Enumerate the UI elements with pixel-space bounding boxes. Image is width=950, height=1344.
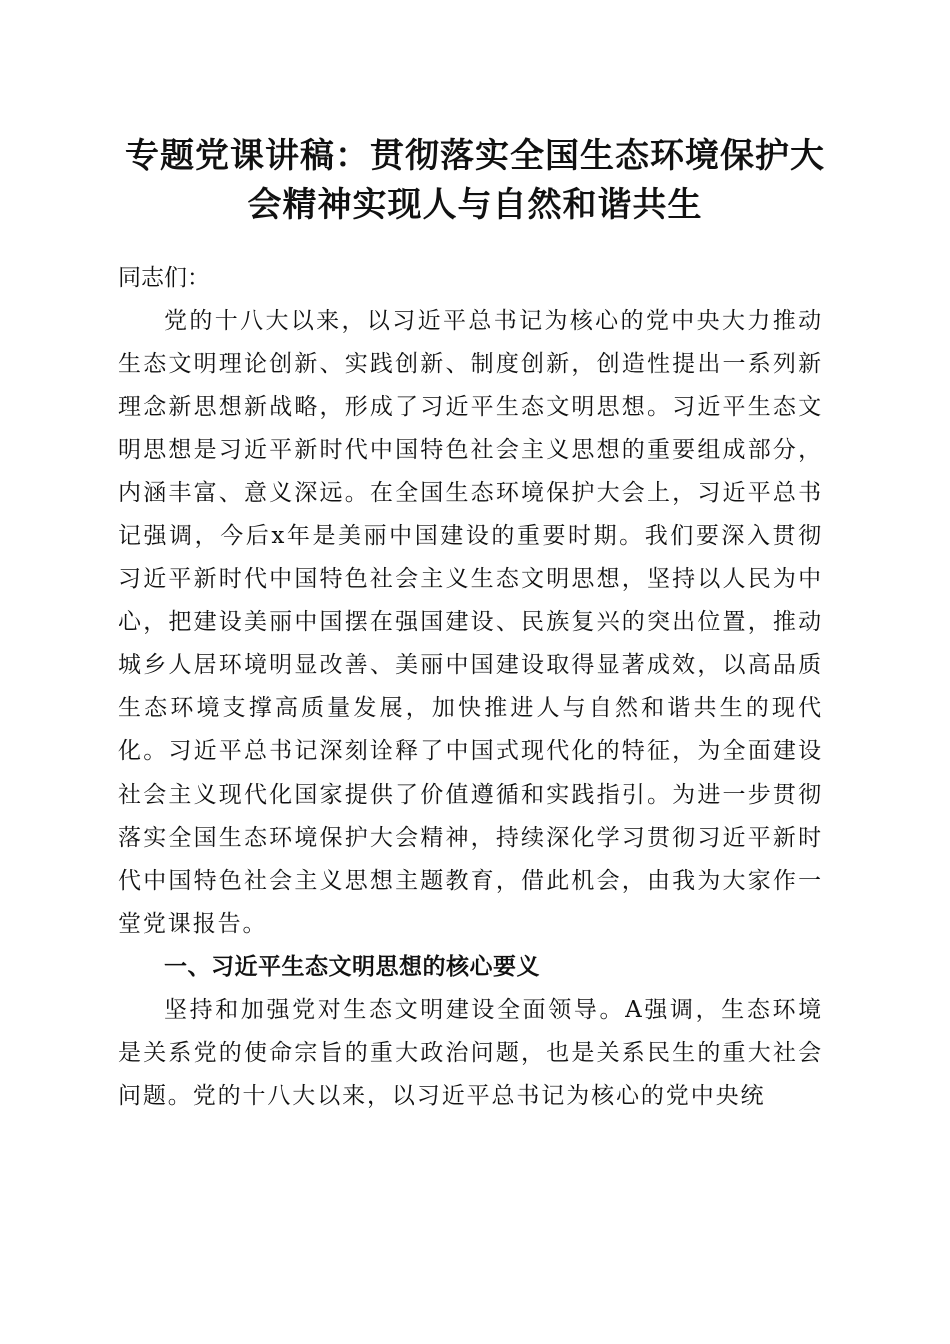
salutation: 同志们： [118,265,210,291]
title-line-1: 专题党课讲稿：贯彻落实全国生态环境保护大 [125,136,825,176]
section-1-paragraph: 坚持和加强党对生态文明建设全面领导。A强调，生态环境是关系党的使命宗旨的重大政治问题，也是关系民生的重大社会问题。党的十八大以来，以习近平总书记为核心的党中央统 [118,996,823,1110]
intro-paragraph: 党的十八大以来，以习近平总书记为核心的党中央大力推动生态文明理论创新、实践创新、制度创新，创造性提出一系列新理念新思想新战略，形成了习近平生态文明思想。习近平生态文明思想是习近平新时代中国特色社会主义思想的重要组成部分，内涵丰富、意义深远。在全国生态环境保护大会上，习近平总书记强调，今后x年是美丽中国建设的重要时期。我们要深入贯彻习近平新时代中国特色社会主义生态文明思想，坚持以人民为中心，把建设美丽中国摆在强国建设、民族复兴的突出位置，推动城乡人居环境明显改善、美丽中国建设取得显著成效，以高品质生态环境支撑高质量发展，加快推进人与自然和谐共生的现代化。习近平总书记深刻诠释了中国式现代化的特征，为全面建设社会主义现代化国家提供了价值遵循和实践指引。为进一步贯彻落实全国生态环境保护大会精神，持续深化学习贯彻习近平新时代中国特色社会主义思想主题教育，借此机会，由我为大家作一堂党课报告。 [118,307,823,937]
document-title [110,132,840,230]
title-line-2: 会精神实现人与自然和谐共生 [247,185,703,225]
document-body [118,252,823,1118]
section-heading-1: 一、习近平生态文明思想的核心要义 [164,953,540,980]
